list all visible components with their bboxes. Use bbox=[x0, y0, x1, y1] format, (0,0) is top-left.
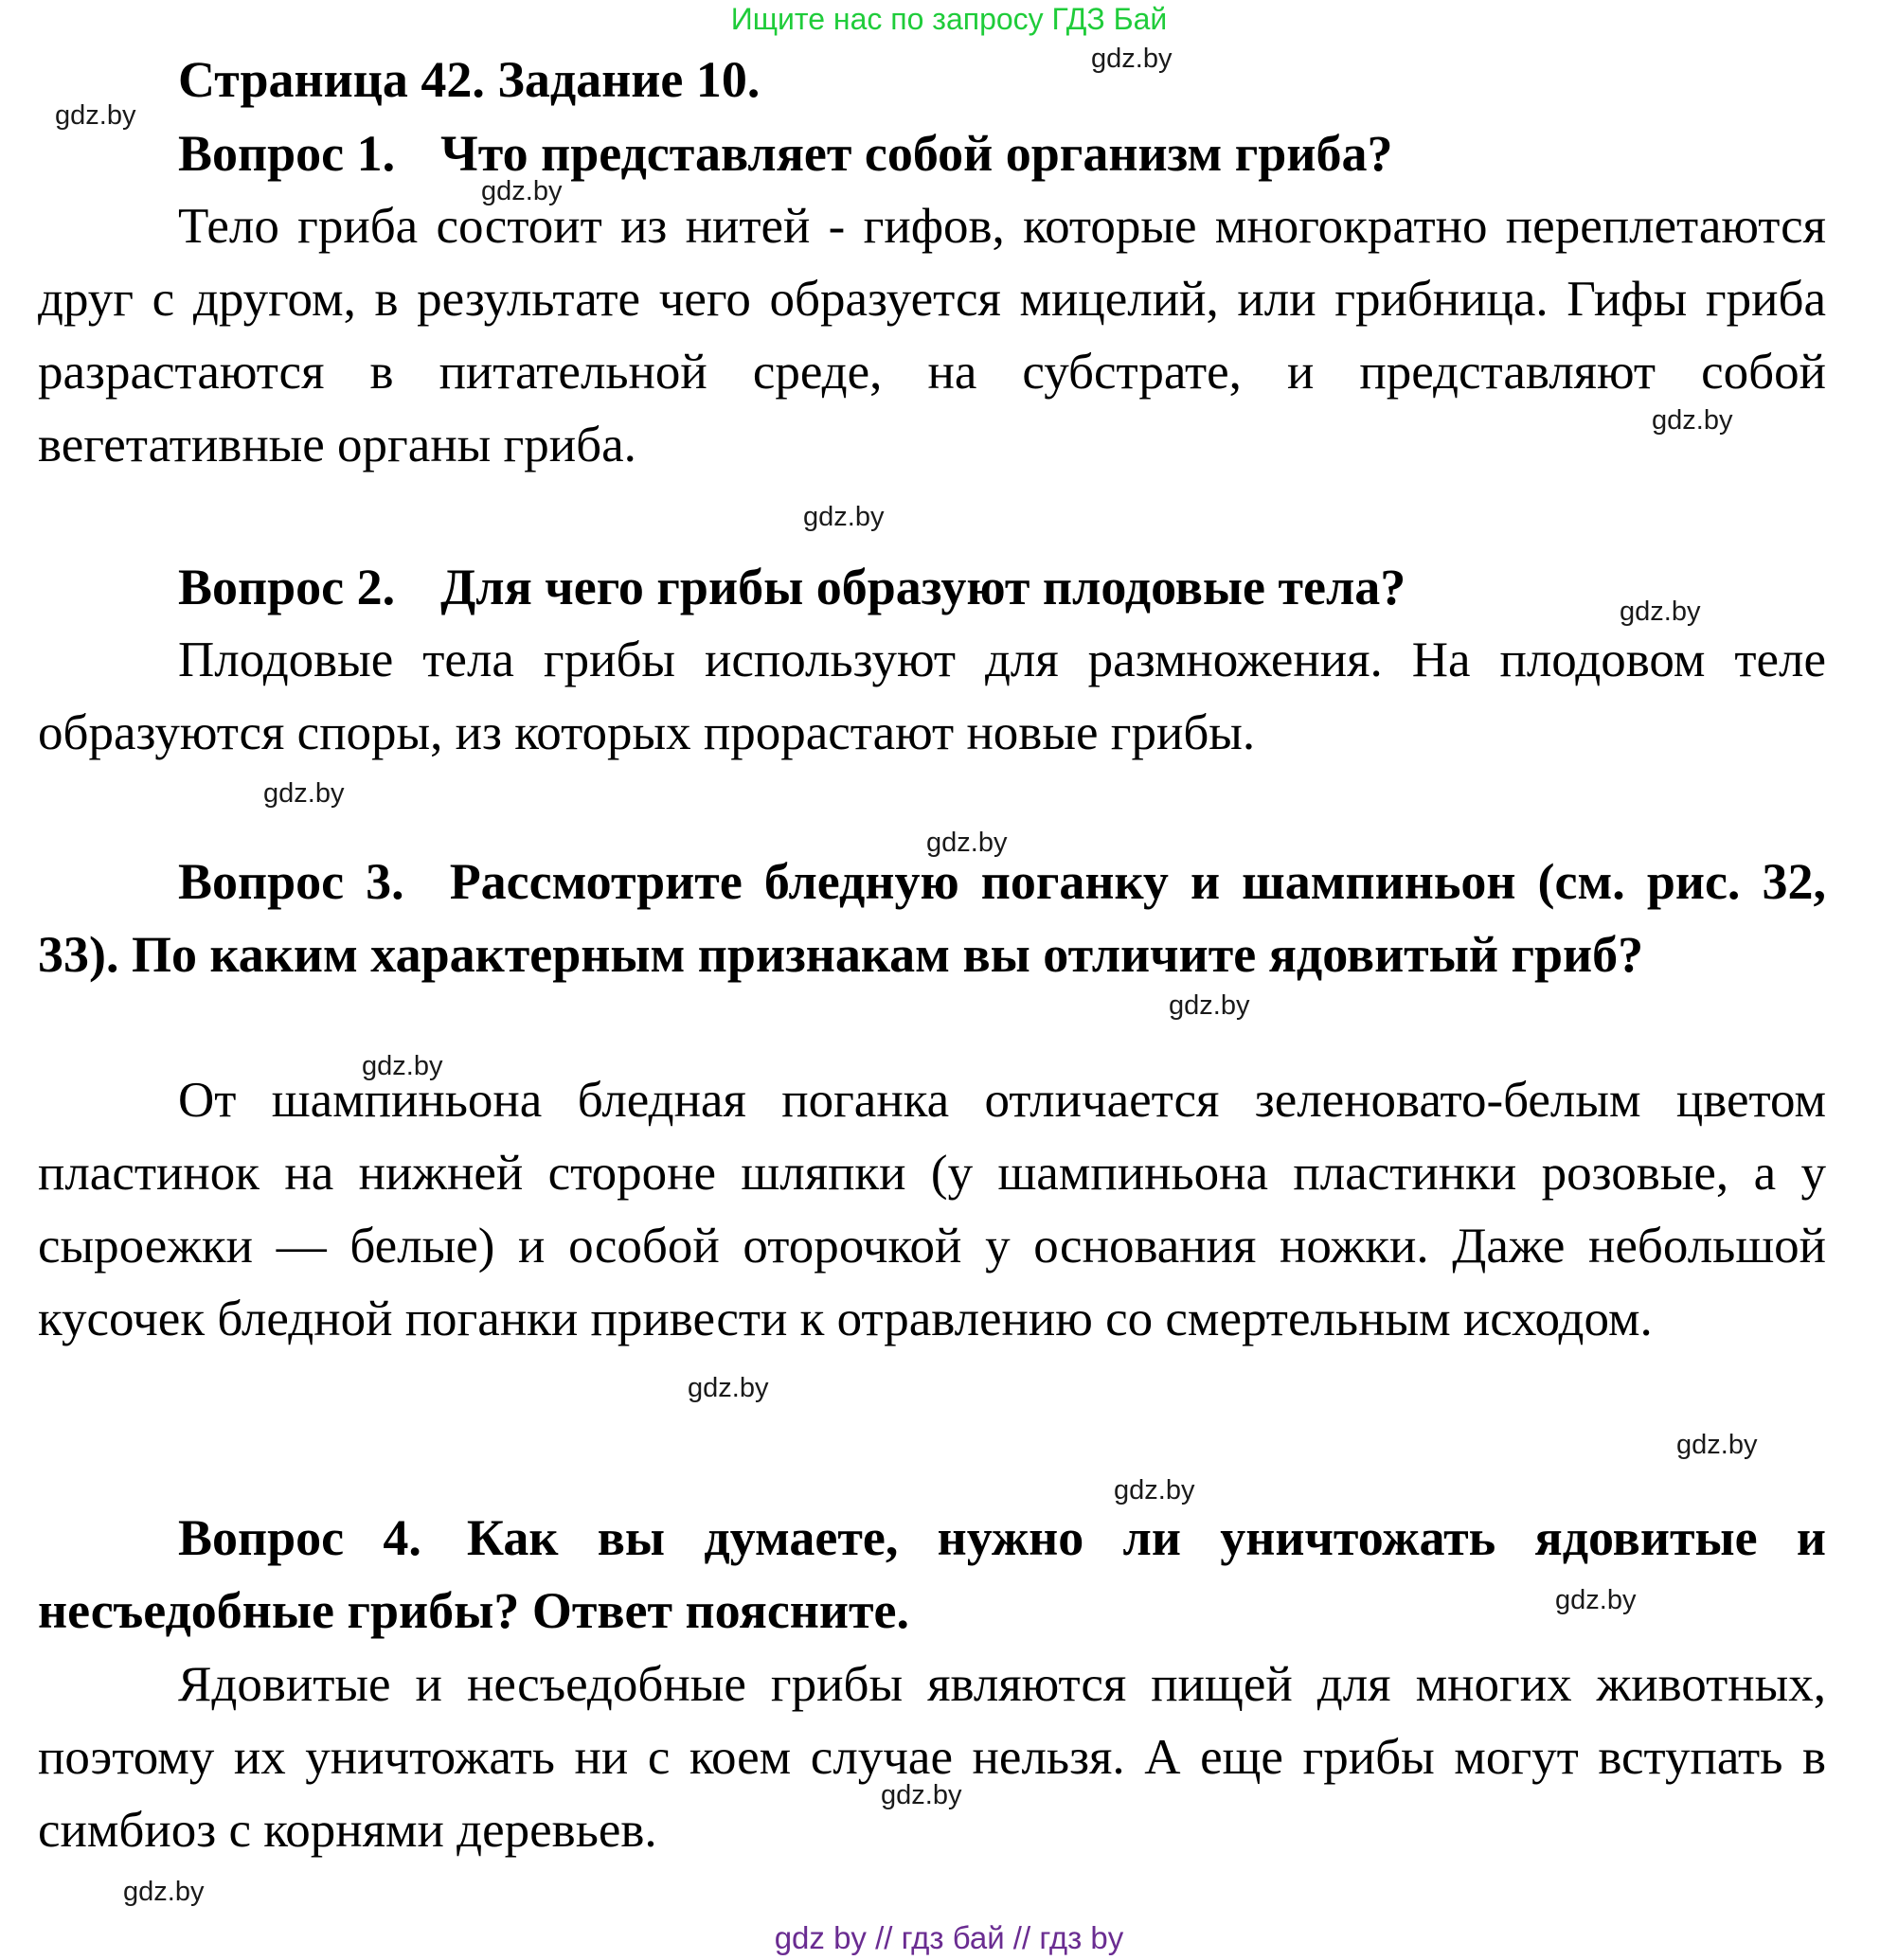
watermark: gdz.by bbox=[55, 100, 136, 131]
watermark: gdz.by bbox=[1652, 405, 1733, 436]
question-2-text: Для чего грибы образуют плодовые тела? bbox=[440, 559, 1406, 615]
watermark: gdz.by bbox=[362, 1051, 443, 1081]
answer-3: От шампиньона бледная поганка отличается зеленовато-белым цветом пластинок на нижней стороне шляпки (у шампиньона пластинки розовые, а у сыроежки — белые) и особой оторочкой у основания ножки. Даже небольшой кусочек бледной поганки привести к отравлению со смертельным исходом. bbox=[38, 1073, 1826, 1346]
watermark: gdz.by bbox=[1114, 1475, 1195, 1506]
question-3 bbox=[38, 846, 1826, 991]
watermark: gdz.by bbox=[1091, 44, 1173, 74]
question-4 bbox=[38, 1502, 1826, 1648]
question-3-text: Рассмотрите бледную поганку и шампиньон (см. рис. 32, 33). По каким характерным признакам вы отличите ядовитый гриб? bbox=[38, 853, 1826, 983]
question-1-number: Вопрос 1. bbox=[178, 125, 396, 182]
footer-links: gdz by // гдз бай // гдз by bbox=[774, 1920, 1124, 1955]
watermark: gdz.by bbox=[123, 1877, 205, 1907]
answer-4: Ядовитые и несъедобные грибы являются пищей для многих животных, поэтому их уничтожать ни с коем случае нельзя. А еще грибы могут вступать в симбиоз с корнями деревьев. bbox=[38, 1657, 1826, 1858]
watermark: gdz.by bbox=[803, 502, 885, 532]
watermark: gdz.by bbox=[263, 778, 345, 809]
answer-2: Плодовые тела грибы используют для размножения. На плодовом теле образуются споры, из которых прорастают новые грибы. bbox=[38, 633, 1826, 760]
question-1 bbox=[38, 117, 1826, 190]
question-2 bbox=[38, 551, 1826, 627]
watermark: gdz.by bbox=[926, 828, 1008, 858]
watermark: gdz.by bbox=[1620, 597, 1701, 627]
question-4-text: Как вы думаете, нужно ли уничтожать ядовитые и несъедобные грибы? Ответ поясните. bbox=[38, 1509, 1826, 1639]
question-1-text: Что представляет собой организм гриба? bbox=[440, 125, 1393, 182]
page-title: Страница 42. Задание 10. bbox=[178, 51, 761, 108]
watermark: gdz.by bbox=[1555, 1585, 1637, 1615]
watermark: gdz.by bbox=[1676, 1430, 1758, 1460]
watermark: gdz.by bbox=[688, 1373, 769, 1403]
answer-1: Тело гриба состоит из нитей - гифов, которые многократно переплетаются друг с другом, в результате чего образуется мицелий, или грибница. Гифы гриба разрастаются в питательной среде, на субстрате, и представляют собой вегетативные органы гриба. bbox=[38, 199, 1826, 472]
watermark: gdz.by bbox=[881, 1780, 962, 1810]
top-banner: Ищите нас по запросу ГДЗ Бай bbox=[730, 2, 1168, 36]
watermark: gdz.by bbox=[1169, 990, 1250, 1021]
watermark: gdz.by bbox=[481, 176, 563, 206]
question-4-number: Вопрос 4. bbox=[178, 1509, 421, 1566]
question-2-number: Вопрос 2. bbox=[178, 559, 396, 615]
question-3-number: Вопрос 3. bbox=[178, 853, 404, 910]
